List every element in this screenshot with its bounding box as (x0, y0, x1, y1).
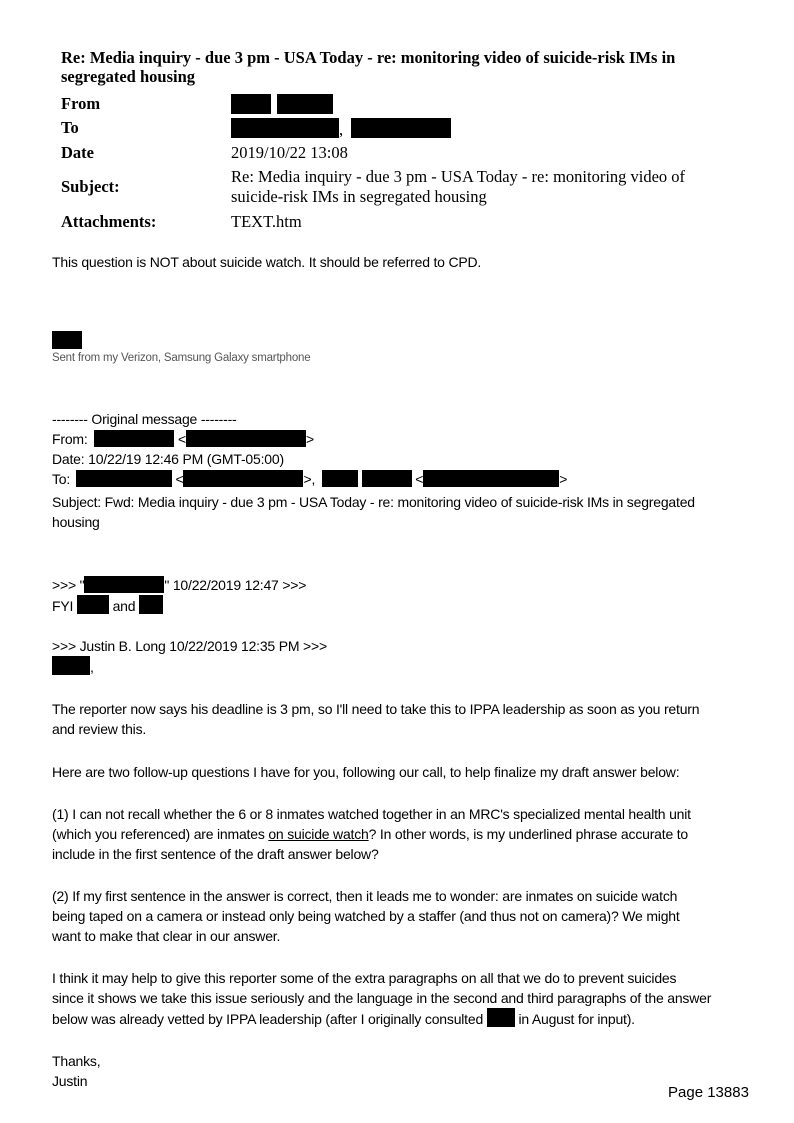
gt-symbol: > (305, 431, 314, 447)
p5-line3-pre: below was already vetted by IPPA leadership (after I originally consulted (52, 1011, 487, 1027)
p5-line3-post: in August for input). (514, 1011, 635, 1027)
p3-line2-pre: (which you referenced) are inmates (52, 826, 269, 842)
p4-line2: being taped on a camera or instead only being watched by a staffer (and thus not on camera)? We might (52, 908, 680, 924)
email-subject-title: Re: Media inquiry - due 3 pm - USA Today - re: monitoring video of suicide-risk IMs in segregated housing (61, 48, 676, 86)
p3-line2-post: ? In other words, is my underlined phrase accurate to (368, 826, 688, 842)
redaction (139, 595, 163, 614)
redaction (183, 470, 303, 487)
redaction (76, 470, 172, 487)
p3-line1: (1) I can not recall whether the 6 or 8 inmates watched together in an MRC's specialized mental health unit (52, 806, 691, 822)
redaction (487, 1008, 515, 1027)
original-from-line (52, 429, 752, 449)
paragraph-question-1 (52, 804, 752, 864)
justin-quote-header: >>> Justin B. Long 10/22/2019 12:35 PM >>> (52, 638, 327, 654)
p1-line2: and review this. (52, 721, 147, 737)
quote-close: " 10/22/2019 12:47 >>> (164, 577, 307, 593)
original-subject-line1: Subject: Fwd: Media inquiry - due 3 pm - USA Today - re: monitoring video of suicide-risk IMs in segregated (52, 494, 695, 510)
redaction (94, 430, 174, 447)
redaction (351, 118, 451, 138)
page-number: Page 13883 (668, 1084, 749, 1101)
original-message-divider: -------- Original message -------- (52, 411, 237, 427)
subject-value-line2: suicide-risk IMs in segregated housing (231, 187, 487, 206)
fyi-label: FYI (52, 598, 74, 614)
lt-symbol: < (177, 431, 186, 447)
and-word: and (112, 598, 136, 614)
subject-value (231, 167, 685, 207)
redaction (231, 94, 271, 114)
p3-line3: include in the first sentence of the draft answer below? (52, 846, 379, 862)
from-label: From (61, 94, 101, 113)
p4-line3: want to make that clear in our answer. (52, 928, 281, 944)
greeting-comma: , (90, 659, 94, 675)
quote-open: >>> " (52, 577, 85, 593)
redaction (52, 331, 82, 349)
redaction (423, 470, 559, 487)
redaction (52, 656, 90, 675)
closing-thanks: Thanks, (52, 1053, 101, 1069)
subject-value-line1: Re: Media inquiry - due 3 pm - USA Today - re: monitoring video of (231, 167, 686, 186)
attachment-link[interactable]: TEXT.htm (231, 212, 302, 231)
greeting-line (52, 656, 752, 677)
closing-name: Justin (52, 1073, 88, 1087)
paragraph-followup: Here are two follow-up questions I have for you, following our call, to help finalize my draft answer below: (52, 764, 680, 780)
to-label: To (61, 118, 79, 137)
date-value: 2019/10/22 13:08 (231, 143, 348, 162)
redaction (277, 94, 333, 114)
fyi-line (52, 595, 752, 616)
original-from-label: From: (52, 431, 88, 447)
p5-line1: I think it may help to give this reporter some of the extra paragraphs on all that we do to prevent suicides (52, 970, 677, 986)
gt-comma-symbol: >, (303, 471, 316, 487)
paragraph-suggestion (52, 968, 752, 1029)
from-value (231, 94, 333, 116)
subject-label: Subject: (61, 177, 120, 196)
forward-header (52, 575, 752, 595)
to-value (231, 118, 451, 140)
gt-symbol: > (559, 471, 568, 487)
redaction (77, 595, 109, 614)
paragraph-deadline (52, 699, 752, 739)
lt-symbol: < (175, 471, 184, 487)
redaction (322, 470, 358, 487)
redaction (231, 118, 339, 138)
original-date-line: Date: 10/22/19 12:46 PM (GMT-05:00) (52, 451, 284, 467)
underlined-phrase: on suicide watch (268, 826, 369, 842)
redaction (84, 576, 164, 593)
lt-symbol: < (415, 471, 424, 487)
redaction (362, 470, 412, 487)
paragraph-question-2 (52, 886, 752, 946)
original-to-line (52, 469, 752, 489)
p5-line2: since it shows we take this issue seriously and the language in the second and third paragraphs of the answer (52, 990, 712, 1006)
original-subject-line (52, 492, 752, 532)
date-label: Date (61, 143, 94, 162)
original-to-label: To: (52, 471, 71, 487)
reply-body: This question is NOT about suicide watch. It should be referred to CPD. (52, 254, 482, 270)
original-subject-line2: housing (52, 514, 100, 530)
p1-line1: The reporter now says his deadline is 3 pm, so I'll need to take this to IPPA leadership as soon as you return (52, 701, 700, 717)
to-separator: , (339, 120, 344, 139)
attachments-label: Attachments: (61, 212, 157, 231)
redaction (186, 430, 306, 447)
signature-line: Sent from my Verizon, Samsung Galaxy smartphone (52, 352, 311, 364)
p4-line1: (2) If my first sentence in the answer is correct, then it leads me to wonder: are inmates on suicide watch (52, 888, 678, 904)
